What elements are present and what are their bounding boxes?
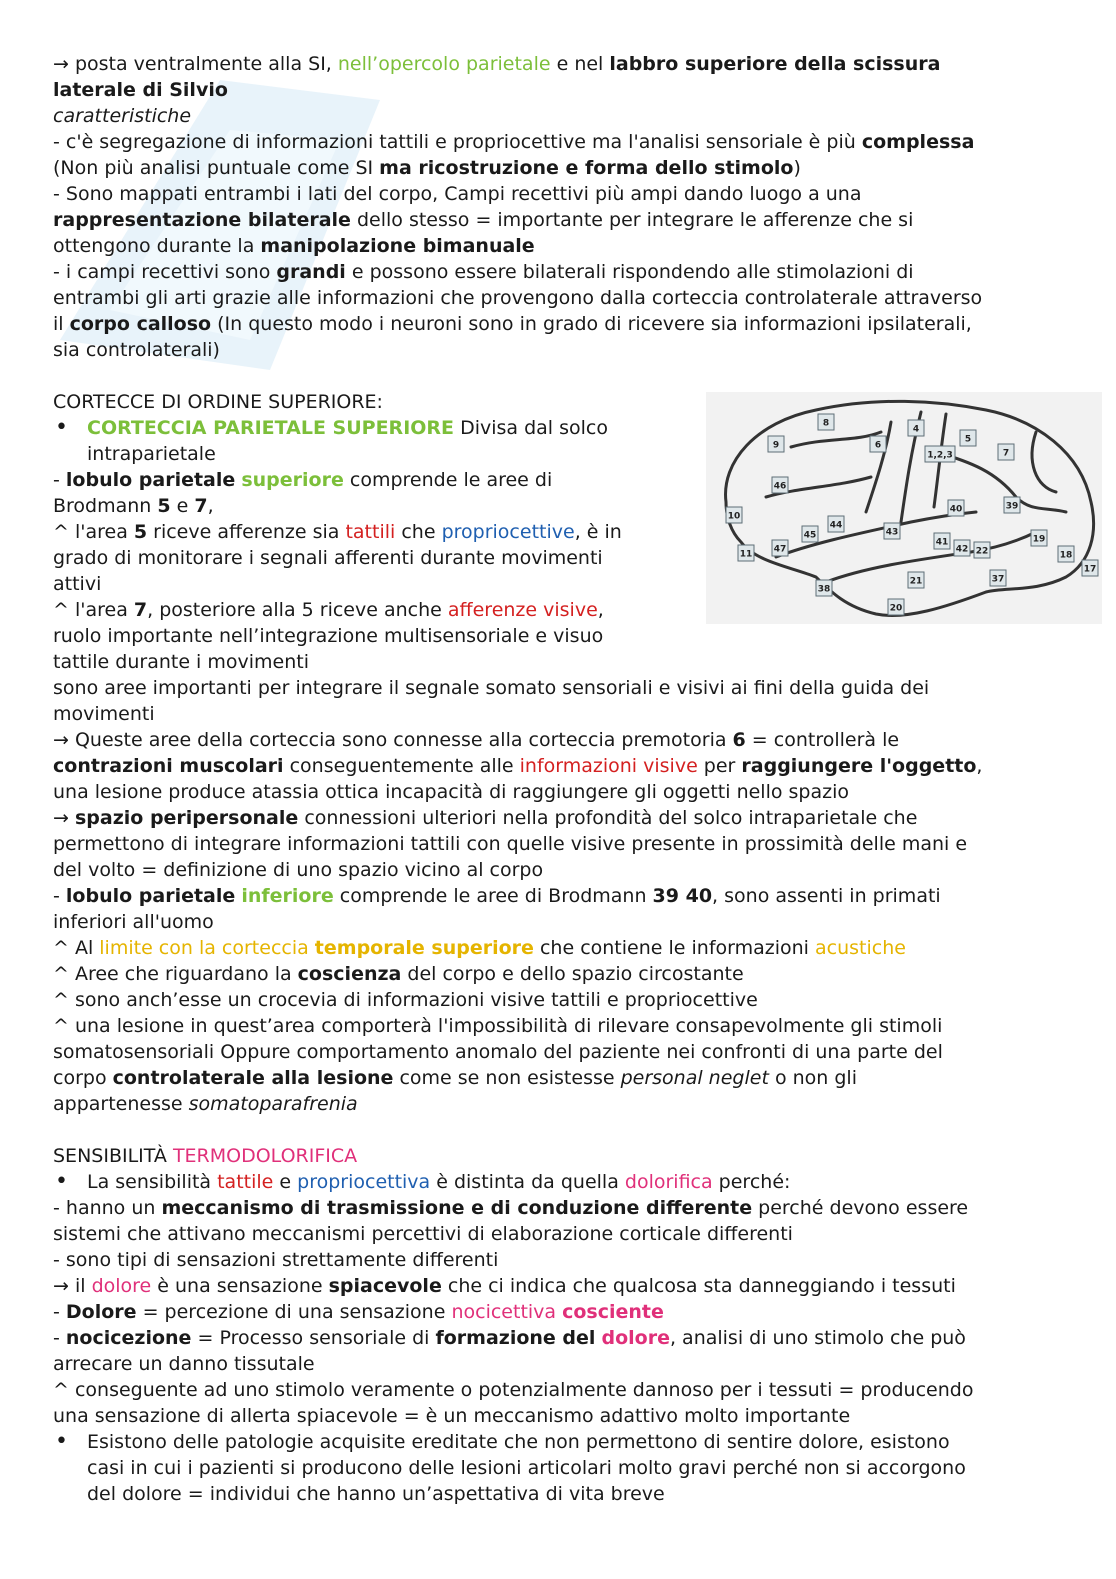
text-line: contrazioni muscolari conseguentemente alle informazioni visive per raggiungere l'oggetto, — [53, 755, 983, 777]
svg-text:21: 21 — [909, 576, 923, 587]
brodmann-area-label — [772, 540, 788, 556]
bullet-item: • CORTECCIA PARIETALE SUPERIORE Divisa dal solco intraparietale — [53, 415, 717, 467]
text-line: grado di monitorare i segnali afferenti durante movimenti — [53, 547, 603, 569]
svg-text:44: 44 — [829, 520, 843, 531]
text-line: - lobulo parietale inferiore comprende le aree di Brodmann 39 40, sono assenti in primati — [53, 885, 941, 907]
text-line: ^ una lesione in quest’area comporterà l'impossibilità di rilevare consapevolmente gli stimoli — [53, 1015, 943, 1037]
svg-text:22: 22 — [975, 546, 989, 557]
brodmann-area-label — [925, 446, 955, 462]
text-line: corpo controlaterale alla lesione come se non esistesse personal neglet o non gli — [53, 1067, 857, 1089]
brodmann-area-label — [1082, 560, 1098, 576]
svg-text:20: 20 — [889, 603, 903, 614]
brodmann-area-label — [1004, 497, 1020, 513]
text-line: Brodmann 5 e 7, — [53, 495, 214, 517]
brodmann-area-label — [884, 523, 900, 539]
brodmann-area-label — [828, 516, 844, 532]
brodmann-area-label — [990, 570, 1006, 586]
svg-text:7: 7 — [1002, 448, 1010, 459]
intro-line: rappresentazione bilaterale dello stesso = importante per integrare le afferenze che si — [53, 209, 914, 231]
svg-text:8: 8 — [822, 418, 830, 429]
brodmann-area-label — [888, 599, 904, 615]
text-line: del volto = definizione di uno spazio vicino al corpo — [53, 859, 544, 881]
intro-line: - Sono mappati entrambi i lati del corpo, Campi recettivi più ampi dando luogo a una — [53, 183, 862, 205]
text-line: permettono di integrare informazioni tattili con quelle visive presente in prossimità delle mani e — [53, 833, 968, 855]
intro-line: laterale di Silvio — [53, 79, 228, 101]
intro-line: il corpo calloso (In questo modo i neuroni sono in grado di ricevere sia informazioni ipsilaterali, — [53, 313, 972, 335]
text-line: sistemi che attivano meccanismi percettivi di elaborazione corticale differenti — [53, 1223, 793, 1245]
intro-line: entrambi gli arti grazie alle informazioni che provengono dalla corteccia controlaterale attraverso — [53, 287, 983, 309]
section-heading: CORTECCE DI ORDINE SUPERIORE: — [53, 391, 383, 413]
svg-text:47: 47 — [773, 544, 787, 555]
intro-line: - i campi recettivi sono grandi e possono essere bilaterali rispondendo alle stimolazioni di — [53, 261, 914, 283]
brodmann-area-label — [768, 436, 784, 452]
text-line: movimenti — [53, 703, 155, 725]
text-line: - sono tipi di sensazioni strettamente differenti — [53, 1249, 499, 1271]
intro-line: (Non più analisi puntuale come SI ma ricostruzione e forma dello stimolo) — [53, 157, 801, 179]
bullet-item: • La sensibilità tattile e propriocettiva è distinta da quella dolorifica perché: — [53, 1169, 1063, 1195]
text-line: ^ Aree che riguardano la coscienza del corpo e dello spazio circostante — [53, 963, 744, 985]
svg-text:41: 41 — [935, 537, 949, 548]
svg-text:4: 4 — [912, 424, 920, 435]
intro-line: sia controlaterali) — [53, 339, 220, 361]
brodmann-area-label — [960, 430, 976, 446]
svg-text:1,2,3: 1,2,3 — [927, 450, 953, 461]
text-line: ruolo importante nell’integrazione multisensoriale e visuo — [53, 625, 604, 647]
text-line: una lesione produce atassia ottica incapacità di raggiungere gli oggetti nello spazio — [53, 781, 849, 803]
svg-text:38: 38 — [817, 584, 831, 595]
text-line: → spazio peripersonale connessioni ulteriori nella profondità del solco intraparietale che — [53, 807, 918, 829]
brodmann-area-label — [948, 500, 964, 516]
brodmann-area-label — [818, 414, 834, 430]
text-line: inferiori all'uomo — [53, 911, 214, 933]
svg-text:46: 46 — [773, 481, 787, 492]
text-line: - lobulo parietale superiore comprende le aree di — [53, 469, 553, 491]
svg-text:18: 18 — [1059, 550, 1073, 561]
svg-text:9: 9 — [772, 440, 780, 451]
brodmann-area-label — [802, 526, 818, 542]
intro-line: caratteristiche — [53, 105, 192, 127]
text-line: - hanno un meccanismo di trasmissione e di conduzione differente perché devono essere — [53, 1197, 969, 1219]
svg-text:39: 39 — [1005, 501, 1019, 512]
document-page — [53, 51, 1063, 1507]
brodmann-area-label — [954, 540, 970, 556]
intro-line: ottengono durante la manipolazione bimanuale — [53, 235, 535, 257]
text-line: ^ sono anch’esse un crocevia di informazioni visive tattili e propriocettive — [53, 989, 758, 1011]
section-heading: SENSIBILITÀ TERMODOLORIFICA — [53, 1145, 358, 1167]
text-line: → Queste aree della corteccia sono connesse alla corteccia premotoria 6 = controllerà le — [53, 729, 900, 751]
brodmann-area-label — [974, 542, 990, 558]
svg-text:45: 45 — [803, 530, 817, 541]
text-line: una sensazione di allerta spiacevole = è un meccanismo adattivo molto importante — [53, 1405, 851, 1427]
text-line: → il dolore è una sensazione spiacevole che ci indica che qualcosa sta danneggiando i tessuti — [53, 1275, 956, 1297]
text-line: appartenesse somatoparafrenia — [53, 1093, 358, 1115]
svg-text:40: 40 — [949, 504, 963, 515]
text-line: ^ l'area 5 riceve afferenze sia tattili che propriocettive, è in — [53, 521, 622, 543]
text-line: somatosensoriali Oppure comportamento anomalo del paziente nei confronti di una parte del — [53, 1041, 943, 1063]
brodmann-area-label — [1058, 546, 1074, 562]
text-line: attivi — [53, 573, 102, 595]
bullet-item: • Esistono delle patologie acquisite ereditate che non permettono di sentire dolore, esistono casi in cui i pazienti si producono delle lesioni articolari molto gravi perché non si accorgono del dolore = individui che hanno un’aspettativa di vita breve — [53, 1429, 1063, 1507]
svg-text:6: 6 — [874, 440, 882, 451]
svg-text:19: 19 — [1032, 534, 1046, 545]
brodmann-area-label — [772, 477, 788, 493]
brodmann-area-label — [870, 436, 886, 452]
text-line: - Dolore = percezione di una sensazione nocicettiva cosciente — [53, 1301, 664, 1323]
svg-text:43: 43 — [885, 527, 899, 538]
text-line: - nocicezione = Processo sensoriale di formazione del dolore, analisi di uno stimolo che può — [53, 1327, 966, 1349]
text-line: ^ conseguente ad uno stimolo veramente o potenzialmente dannoso per i tessuti = producendo — [53, 1379, 974, 1401]
brodmann-area-label — [738, 545, 754, 561]
brodmann-area-label — [726, 507, 742, 523]
svg-text:10: 10 — [727, 511, 741, 522]
text-line: arrecare un danno tissutale — [53, 1353, 315, 1375]
svg-text:11: 11 — [739, 549, 753, 560]
text-line: ^ l'area 7, posteriore alla 5 riceve anche afferenze visive, — [53, 599, 604, 621]
brodmann-area-label — [1031, 530, 1047, 546]
intro-line: - c'è segregazione di informazioni tattili e propriocettive ma l'analisi sensoriale è più complessa — [53, 131, 975, 153]
svg-text:37: 37 — [991, 574, 1005, 585]
text-line: tattile durante i movimenti — [53, 651, 309, 673]
intro-line: → posta ventralmente alla SI, nell’opercolo parietale e nel labbro superiore della scissura — [53, 53, 941, 75]
text-line: ^ Al limite con la corteccia temporale superiore che contiene le informazioni acustiche — [53, 937, 906, 959]
text-line: sono aree importanti per integrare il segnale somato sensoriali e visivi ai fini della guida dei — [53, 677, 930, 699]
brodmann-area-label — [908, 572, 924, 588]
svg-text:5: 5 — [964, 434, 972, 445]
brodmann-area-label — [934, 533, 950, 549]
brodmann-brain-diagram — [706, 392, 1102, 624]
brodmann-area-label — [998, 444, 1014, 460]
svg-text:17: 17 — [1083, 564, 1097, 575]
brodmann-area-label — [816, 580, 832, 596]
svg-text:42: 42 — [955, 544, 969, 555]
brodmann-area-label — [908, 420, 924, 436]
